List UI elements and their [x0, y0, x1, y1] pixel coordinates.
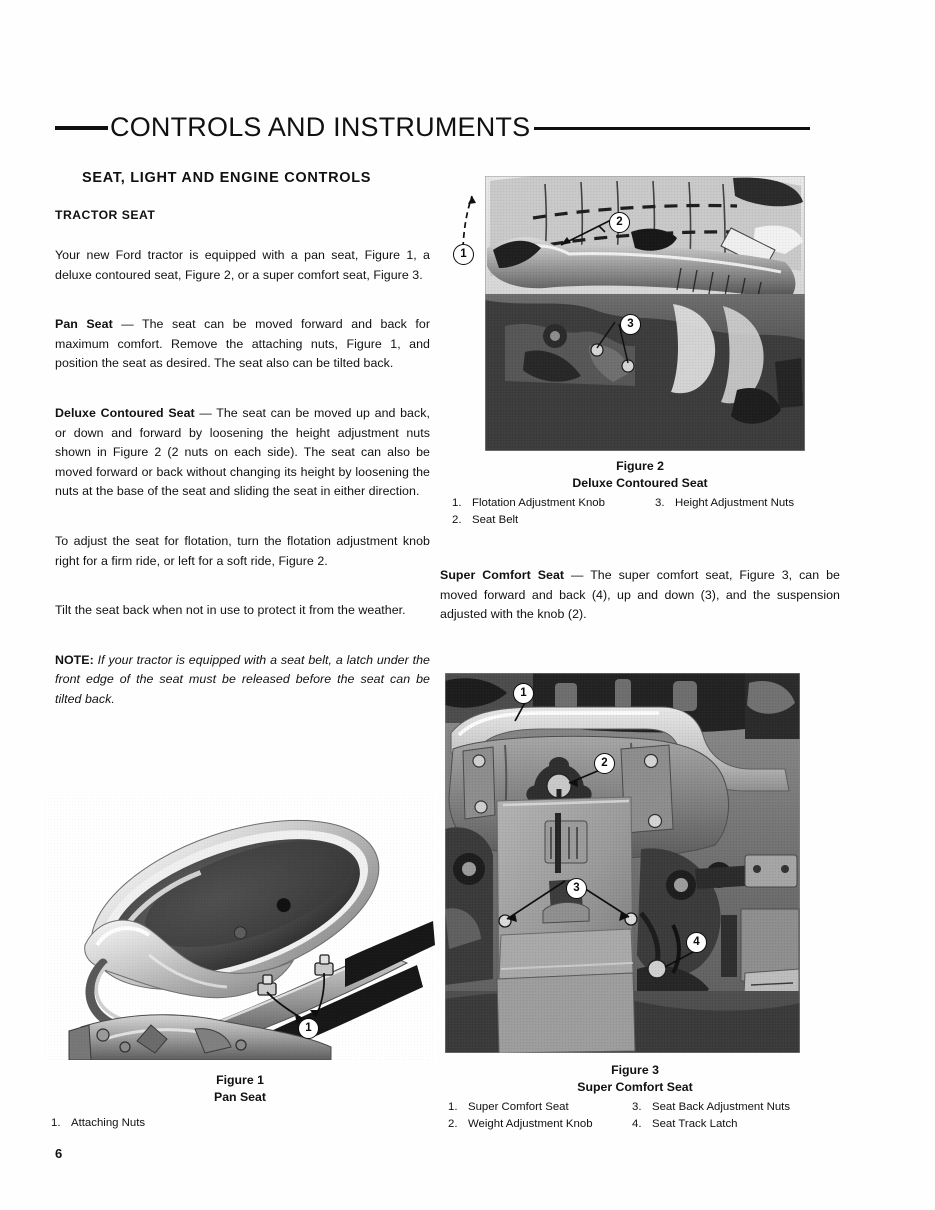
paragraph-intro: Your new Ford tractor is equipped with a pan seat, Figure 1, a deluxe contoured seat, Figure 2, or a super comfort seat, Figure 3.	[55, 248, 430, 282]
legend-number: 2.	[452, 514, 462, 526]
figure1-legend	[45, 1115, 435, 1132]
figure3-number: Figure 3	[611, 1063, 659, 1077]
legend-item	[51, 1115, 145, 1132]
figure3-photo	[445, 673, 800, 1053]
figure2-callout-3: 3	[620, 314, 641, 335]
dash-super-comfort: —	[571, 568, 584, 582]
lead-in-deluxe-seat: Deluxe Contoured Seat	[55, 405, 195, 420]
left-text-column	[55, 170, 430, 732]
sub-heading: TRACTOR SEAT	[55, 208, 156, 222]
figure3-callout-1: 1	[513, 683, 534, 704]
figure1-illustration	[45, 795, 435, 1060]
note-label: NOTE	[55, 652, 90, 667]
figure3-title: Super Comfort Seat	[577, 1079, 693, 1094]
legend-label: Weight Adjustment Knob	[468, 1118, 593, 1130]
legend-label: Seat Back Adjustment Nuts	[652, 1101, 791, 1113]
figure3-callout-2: 2	[594, 753, 615, 774]
header-rule-left	[55, 126, 108, 130]
legend-number: 1.	[448, 1101, 458, 1113]
legend-number: 3.	[632, 1101, 642, 1113]
figure1-title: Pan Seat	[214, 1089, 266, 1104]
page-header	[55, 108, 810, 148]
figure2-title: Deluxe Contoured Seat	[572, 475, 708, 490]
legend-label: Seat Belt	[472, 514, 519, 526]
paragraph-flotation: To adjust the seat for flotation, turn the flotation adjustment knob right for a firm ride, or left for a soft ride, Figure 2.	[55, 533, 430, 568]
legend-label: Height Adjustment Nuts	[675, 497, 795, 509]
figure2-legend-col1	[440, 495, 655, 529]
figure3-callout-4: 4	[686, 932, 707, 953]
legend-number: 1.	[51, 1117, 61, 1129]
figure2-callout-1: 1	[453, 244, 474, 265]
figure1-caption-block	[45, 1072, 435, 1132]
page-number: 6	[55, 1146, 63, 1161]
section-heading: SEAT, LIGHT AND ENGINE CONTROLS	[82, 170, 372, 186]
figure2-leader-1	[440, 180, 510, 270]
paragraph-deluxe-seat-text: The seat can be moved up and back, or down and forward by loosening the height adjustment nuts shown in Figure 2 (2 nuts on each side). The seat can also be moved forward or back without changing its height by loosening the nuts at the base of the seat and sliding the seat in either direction.	[55, 405, 430, 499]
figure2-legend-col2	[655, 495, 794, 529]
paragraph-pan-seat-text: The seat can be moved forward and back for maximum comfort. Remove the attaching nuts, Figure 1, and position the seat as desired. The seat also can be tilted back.	[55, 317, 430, 371]
right-text-column	[440, 566, 840, 647]
paragraph-note	[55, 651, 430, 710]
page-title: CONTROLS AND INSTRUMENTS	[110, 111, 531, 142]
dash-deluxe-seat: —	[199, 405, 212, 420]
legend-number: 2.	[448, 1118, 458, 1130]
legend-label: Attaching Nuts	[71, 1117, 146, 1129]
note-text: If your tractor is equipped with a seat belt, a latch under the front edge of the seat must be released before the seat can be tilted back.	[55, 652, 430, 706]
figure3-callout-3: 3	[566, 878, 587, 899]
note-colon: :	[89, 652, 94, 667]
figure3-legend	[430, 1099, 840, 1133]
figure2-legend	[440, 495, 840, 529]
figure1-number: Figure 1	[216, 1073, 264, 1087]
legend-label: Seat Track Latch	[652, 1118, 738, 1130]
header-rule-right	[534, 127, 810, 130]
legend-number: 1.	[452, 497, 462, 509]
legend-item	[655, 495, 794, 512]
figure2-callout-2: 2	[609, 212, 630, 233]
legend-label: Super Comfort Seat	[468, 1101, 569, 1113]
figure3-legend-col2	[632, 1099, 790, 1133]
figure3-caption-block	[430, 1062, 840, 1133]
legend-item	[452, 512, 655, 529]
figure2-number: Figure 2	[616, 459, 664, 473]
paragraph-tilt: Tilt the seat back when not in use to protect it from the weather.	[55, 603, 406, 618]
legend-number: 4.	[632, 1118, 642, 1130]
figure1-callout-1: 1	[298, 1018, 319, 1039]
paragraph-super-comfort	[440, 566, 840, 625]
lead-in-pan-seat: Pan Seat	[55, 317, 113, 332]
lead-in-super-comfort: Super Comfort Seat	[440, 568, 565, 582]
legend-item	[452, 495, 655, 512]
paragraph-pan-seat	[55, 315, 430, 374]
legend-item	[448, 1116, 632, 1133]
legend-item	[632, 1116, 790, 1133]
figure2-photo	[485, 176, 805, 451]
figure1-legend-col1	[45, 1115, 145, 1132]
legend-number: 3.	[655, 497, 665, 509]
figure2-caption-block	[440, 458, 840, 529]
legend-item	[632, 1099, 790, 1116]
dash-pan-seat: —	[121, 317, 134, 332]
paragraph-deluxe-seat	[55, 404, 430, 502]
legend-item	[448, 1099, 632, 1116]
paragraph-super-comfort-text: The super comfort seat, Figure 3, can be moved forward and back (4), up and down (3), and the suspension adjusted with the knob (2).	[440, 568, 840, 622]
legend-label: Flotation Adjustment Knob	[472, 497, 605, 509]
figure3-legend-col1	[430, 1099, 632, 1133]
